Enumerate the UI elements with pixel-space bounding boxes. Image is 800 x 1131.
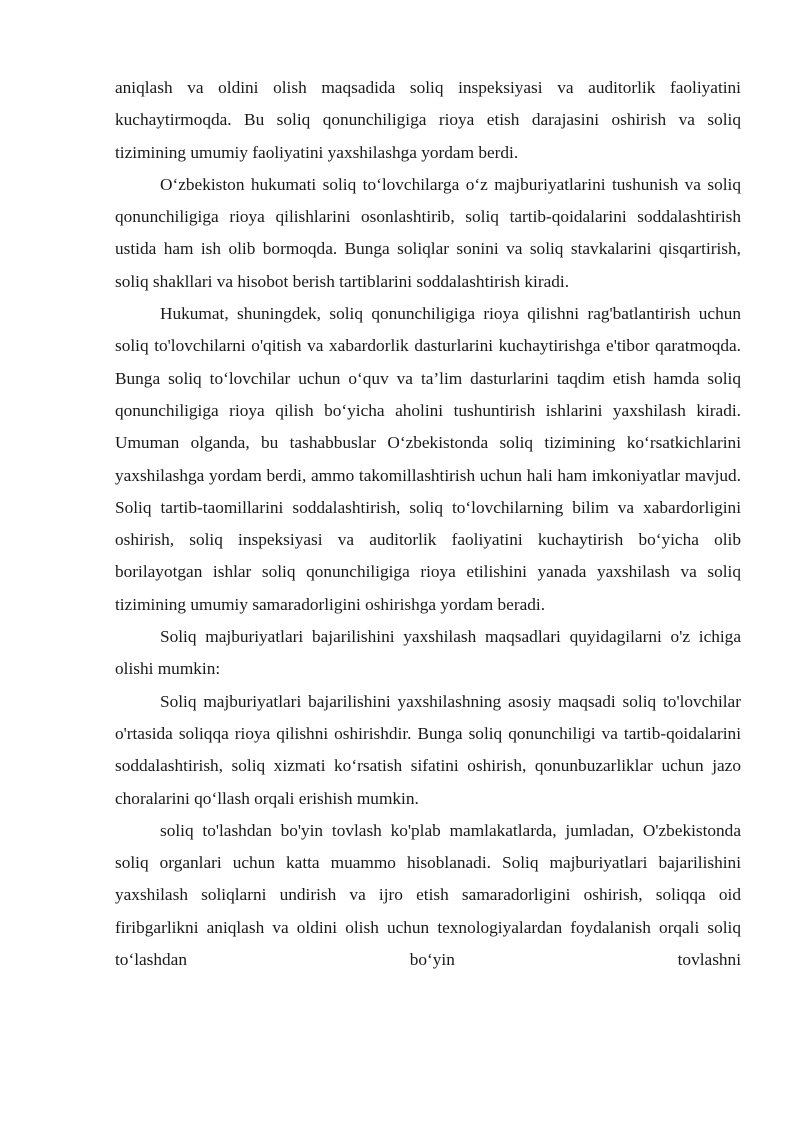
- paragraph-3: Hukumat, shuningdek, soliq qonunchiligiga rioya qilishni rag'batlantirish uchun soliq to'lovchilarni o'qitish va xabardorlik dasturlarini kuchaytirishga e'tibor qaratmoqda. Bunga soliq to‘lovchilar uchun o‘quv va ta’lim dasturlarini taqdim etish hamda soliq qonunchiligiga rioya qilish bo‘yicha aholini tushuntirish ishlarini yaxshilash kiradi. Umuman olganda, bu tashabbuslar O‘zbekistonda soliq tizimining ko‘rsatkichlarini yaxshilashga yordam berdi, ammo takomillashtirish uchun hali ham imkoniyatlar mavjud. Soliq tartib-taomillarini soddalashtirish, soliq to‘lovchilarning bilim va xabardorligini oshirish, soliq inspeksiyasi va auditorlik faoliyatini kuchaytirish bo‘yicha olib borilayotgan ishlar soliq qonunchiligiga rioya etilishini yanada yaxshilash va soliq tizimining umumiy samaradorligini oshirishga yordam beradi.: [115, 304, 741, 614]
- paragraph-6: soliq to'lashdan bo'yin tovlash ko'plab mamlakatlarda, jumladan, O'zbekistonda soliq organlari uchun katta muammo hisoblanadi. Soliq majburiyatlari bajarilishini yaxshilash soliqlarni undirish va ijro etish samaradorligini oshirish, soliqqa oid firibgarlikni aniqlash va oldini olish uchun texnologiyalardan foydalanish orqali soliq to‘lashdan bo‘yin tovlashni: [115, 820, 741, 970]
- paragraph-1: aniqlash va oldini olish maqsadida soliq inspeksiyasi va auditorlik faoliyatini kuchaytirmoqda. Bu soliq qonunchiligiga rioya etish darajasini oshirish va soliq tizimining umumiy faoliyatini yaxshilashga yordam berdi.: [115, 78, 741, 162]
- paragraph-2: O‘zbekiston hukumati soliq to‘lovchilarga o‘z majburiyatlarini tushunish va soliq qonunchiligiga rioya qilishlarini osonlashtirib, soliq tartib-qoidalarini soddalashtirish ustida ham ish olib bormoqda. Bunga soliqlar sonini va soliq stavkalarini qisqartirish, soliq shakllari va hisobot berish tartiblarini soddalashtirish kiradi.: [115, 174, 741, 291]
- paragraph-4: Soliq majburiyatlari bajarilishini yaxshilash maqsadlari quyidagilarni o'z ichiga olishi mumkin:: [115, 627, 741, 679]
- document-page: [115, 72, 741, 976]
- paragraph-5: Soliq majburiyatlari bajarilishini yaxshilashning asosiy maqsadi soliq to'lovchilar o'rtasida soliqqa rioya qilishni oshirishdir. Bunga soliq qonunchiligi va tartib-qoidalarini soddalashtirish, soliq xizmati ko‘rsatish sifatini oshirish, qonunbuzarliklar uchun jazo choralarini qo‘llash orqali erishish mumkin.: [115, 691, 741, 808]
